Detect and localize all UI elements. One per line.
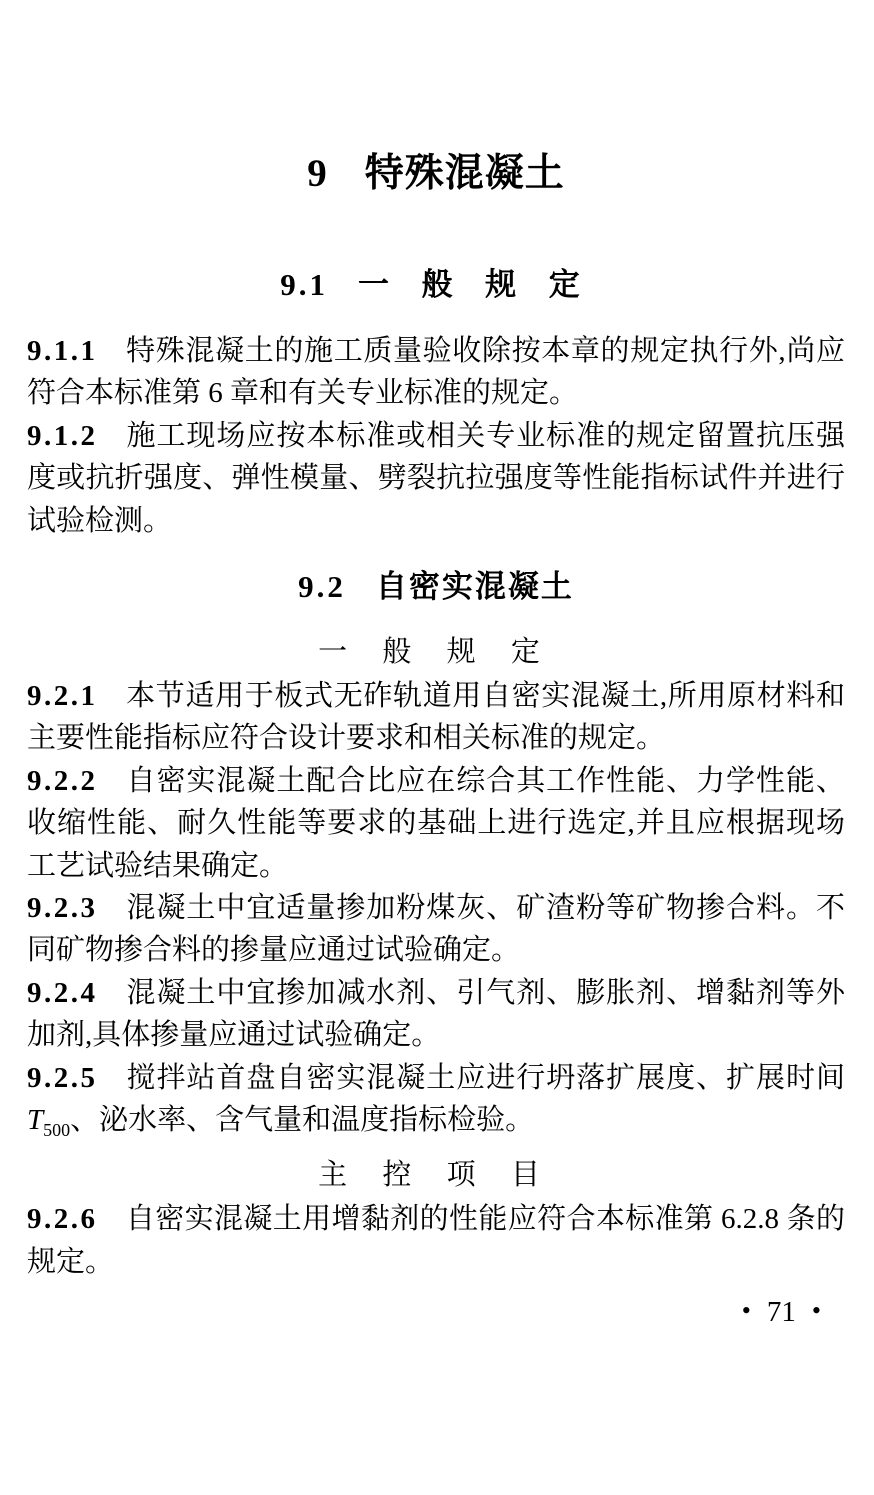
chapter-title-text: 特殊混凝土 — [364, 152, 565, 195]
chapter-heading — [27, 152, 845, 196]
section-heading-9-1 — [27, 268, 845, 302]
clause-group-9-2-general — [27, 675, 845, 1151]
clause-number-9-2-2: 9.2.2 — [27, 764, 98, 797]
clause-9-2-3 — [27, 887, 845, 972]
footer-dot-left: • — [741, 1296, 751, 1326]
clause-number-9-1-1: 9.1.1 — [27, 335, 98, 367]
clause-text-9-2-4: 混凝土中宜掺加减水剂、引气剂、膨胀剂、增黏剂等外加剂,具体掺量应通过试验确定。 — [27, 976, 845, 1052]
clause-text-9-2-3: 混凝土中宜适量掺加粉煤灰、矿渣粉等矿物掺合料。不同矿物掺合料的掺量应通过试验确定。 — [27, 892, 845, 967]
clause-9-2-2 — [27, 760, 845, 887]
clause-number-9-2-6: 9.2.6 — [27, 1203, 98, 1236]
t500-symbol: T — [27, 1104, 44, 1137]
page-number: 71 — [766, 1296, 796, 1329]
clause-text-9-2-1: 本节适用于板式无砟轨道用自密实混凝土,所用原材料和主要性能指标应符合设计要求和相关标准的规定。 — [27, 680, 845, 755]
chapter-number: 9 — [307, 152, 327, 195]
clause-number-9-1-2: 9.1.2 — [27, 419, 98, 452]
clause-number-9-2-4: 9.2.4 — [27, 976, 98, 1009]
section-title-9-1: 一 般 规 定 — [357, 267, 592, 302]
document-page — [0, 152, 874, 1495]
section-heading-9-2 — [27, 570, 845, 604]
clause-group-9-2-main-control — [27, 1198, 845, 1283]
footer-dot-right: • — [811, 1296, 821, 1326]
clause-9-2-6 — [27, 1198, 845, 1283]
clause-number-9-2-1: 9.2.1 — [27, 680, 98, 713]
clause-text-9-2-5-after: 、泌水率、含气量和温度指标检验。 — [70, 1104, 535, 1137]
clause-9-1-2 — [27, 415, 845, 542]
clause-text-9-1-2: 施工现场应按本标准或相关专业标准的规定留置抗压强度或抗折强度、弹性模量、劈裂抗拉强度等性能指标试件并进行试验检测。 — [27, 419, 845, 537]
clause-9-2-1 — [27, 675, 845, 760]
clause-text-9-1-1: 特殊混凝土的施工质量验收除按本章的规定执行外,尚应符合本标准第 6 章和有关专业标准的规定。 — [27, 335, 845, 410]
clause-group-9-1 — [27, 330, 845, 542]
page-footer — [27, 1295, 845, 1328]
section-title-9-2: 自密实混凝土 — [375, 569, 574, 605]
clause-text-9-2-5-before: 搅拌站首盘自密实混凝土应进行坍落扩展度、扩展时间 — [125, 1061, 845, 1094]
subheading-main-control-items: 主 控 项 目 — [318, 1159, 554, 1192]
t500-subscript: 500 — [43, 1119, 71, 1140]
clause-text-9-2-6: 自密实混凝土用增黏剂的性能应符合本标准第 6.2.8 条的规定。 — [27, 1203, 845, 1278]
section-number-9-1: 9.1 — [280, 267, 328, 302]
clause-9-2-4 — [27, 972, 845, 1057]
section-number-9-2: 9.2 — [298, 569, 346, 605]
clause-9-1-1 — [27, 330, 845, 415]
subheading-general-provisions: 一 般 规 定 — [318, 636, 554, 669]
clause-number-9-2-5: 9.2.5 — [27, 1061, 98, 1094]
clause-9-2-5 — [27, 1057, 845, 1152]
clause-number-9-2-3: 9.2.3 — [27, 892, 98, 925]
clause-text-9-2-2: 自密实混凝土配合比应在综合其工作性能、力学性能、收缩性能、耐久性能等要求的基础上进行选定,并且应根据现场工艺试验结果确定。 — [27, 764, 845, 882]
